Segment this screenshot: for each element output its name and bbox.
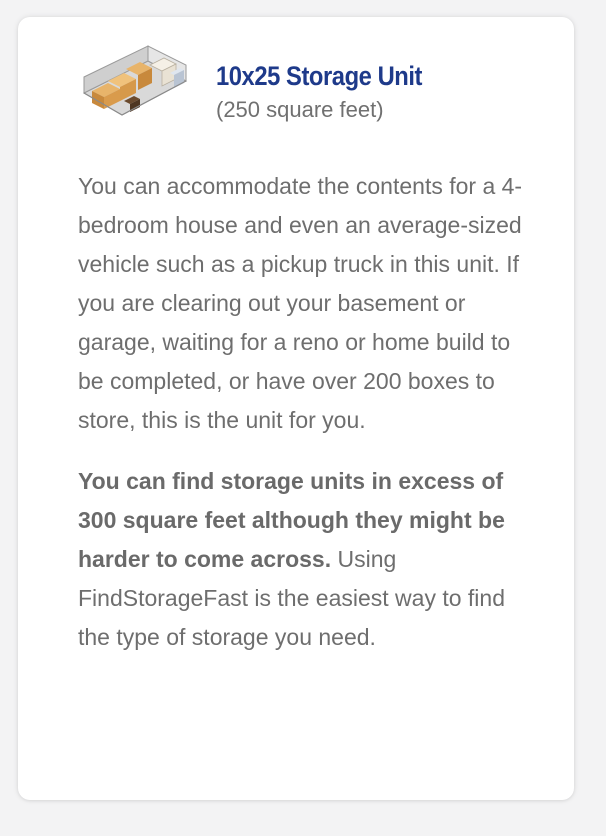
description-paragraph-2-rest: Using FindStorageFast is the easiest way to find the type of storage you need. <box>78 546 505 650</box>
unit-description <box>78 167 538 657</box>
unit-size: (250 square feet) <box>216 97 384 122</box>
unit-title: 10x25 Storage Unit <box>216 61 423 91</box>
description-paragraph-1: You can accommodate the contents for a 4-bedroom house and even an average-sized vehicle such as a pickup truck in this unit. If you are clearing out your basement or garage, waiting for a reno or home build to be completed, or have over 200 boxes to store, this is the unit for you. <box>78 173 523 433</box>
storage-unit-illustration-icon <box>78 43 190 131</box>
storage-unit-card <box>18 17 574 800</box>
description-highlight: You can find storage units in excess of 300 square feet although they might be harder to come across. <box>78 468 505 572</box>
unit-title-block <box>216 59 554 127</box>
description-paragraph-2 <box>78 462 538 657</box>
